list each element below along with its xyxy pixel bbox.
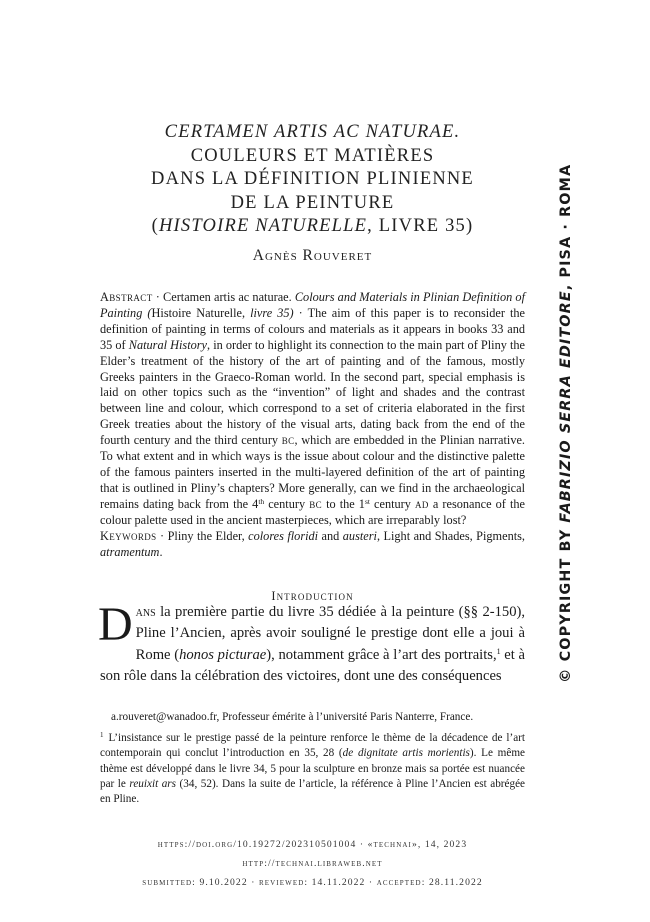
footnote-text: ). Le même thème est développé dans le livre 34, 5 pour la sculpture en bronze mais sa portée est nuancée par le: [100, 747, 525, 790]
footer-dates: submitted: 9.10.2022 · reviewed: 14.11.2022 · accepted: 28.11.2022: [142, 877, 483, 888]
intro-text: la première partie du livre 35 dédiée à la peinture (§§ 2-150), Pline l’Ancien, après avoir souligné le prestige dont elle a joui à Rome (: [135, 604, 525, 663]
intro-paragraph: [98, 598, 525, 688]
keywords-sep: ·: [156, 528, 168, 543]
abstract-block: [100, 290, 525, 560]
abstract-ordinal: th: [258, 496, 265, 506]
abstract-paragraph: [100, 290, 525, 529]
title-paren: (: [151, 216, 159, 236]
drop-cap: D: [98, 598, 133, 651]
title-work-name: HISTOIRE NATURELLE: [159, 216, 368, 236]
copyright-part: © COPYRIGHT BY: [558, 522, 574, 683]
footnote-text: L’insistance sur le prestige passé de la peinture renforce le thème de la décadence de l’art contemporain qui conclut l’introduction en 35, 28 (: [100, 732, 525, 760]
keyword-text: , Light and Shades, Pigments,: [376, 528, 525, 543]
keyword-em: colores floridi: [248, 528, 319, 543]
abstract-text: Certamen artis ac naturae.: [163, 290, 295, 304]
abstract-ordinal: st: [364, 496, 370, 506]
title-line-3: DANS LA DÉFINITION PLINIENNE: [151, 169, 474, 189]
copyright-sidebar: [551, 163, 581, 683]
keyword-em: atramentum: [100, 544, 160, 559]
title-line-1: [100, 121, 525, 145]
footnote-em: reuixit ars: [129, 777, 177, 790]
abstract-era: bc: [309, 496, 322, 511]
intro-smallcaps: ans: [135, 604, 156, 620]
footnote-1: [100, 731, 525, 807]
footer-url: http://technai.libraweb.net: [242, 858, 383, 869]
title-book: , LIVRE 35): [367, 216, 474, 236]
keyword-text: and: [318, 528, 343, 543]
abstract-em: livre 35): [250, 305, 294, 320]
abstract-em: Colours and Materials in Plinian Definition of Painting (: [100, 290, 525, 320]
keyword-text: Pliny the Elder,: [167, 528, 249, 543]
abstract-text: Histoire Naturelle,: [151, 305, 251, 320]
abstract-text: , which are embedded in the Plinian narrative. To what extent and in which ways is the issue about colour and the distinctive palette of the famous painters inserted in the multi-layered definition of the art of painting that is outlined in Pliny’s chapters? More generally, can we find in the archaeological remains dating back from the 4: [100, 433, 525, 511]
footer-doi: https://doi.org/10.19272/202310501004 · «technai», 14, 2023: [157, 839, 468, 850]
abstract-text: a resonance of the colour palette used in the ancient masterpieces, which are irreparably lost?: [100, 496, 525, 527]
title-latin-phrase: CERTAMEN ARTIS AC NATURAE.: [164, 122, 461, 142]
intro-text: ), notamment grâce à l’art des portraits,: [266, 646, 497, 663]
keywords-paragraph: [100, 529, 525, 561]
abstract-era: ad: [415, 496, 429, 511]
intro-text: et à son rôle dans la célébration des victoires, dont une des conséquences: [100, 646, 525, 685]
abstract-text: century: [369, 496, 415, 511]
copyright-part: , PISA · ROMA: [558, 163, 574, 291]
footnote-text: (34, 52). Dans la suite de l’article, la référence à Pline l’Ancien est abrégée en Pline.: [100, 777, 526, 806]
abstract-text: century: [264, 496, 310, 511]
publisher-name: FABRIZIO SERRA EDITORE: [558, 290, 574, 523]
author-affiliation-note: a.rouveret@wanadoo.fr, Professeur émérite à l’université Paris Nanterre, France.: [111, 711, 474, 723]
footnote-ref-1: 1: [496, 646, 501, 656]
title-line-2: COULEURS ET MATIÈRES: [190, 145, 435, 166]
footnote-em: de dignitate artis morientis: [342, 747, 470, 760]
footnotes-block: [100, 710, 525, 807]
footnote-number: 1: [100, 731, 104, 740]
keywords-label: Keywords: [100, 528, 157, 543]
title-line-4: DE LA PEINTURE: [230, 192, 395, 213]
abstract-sep: ·: [152, 290, 164, 304]
intro-em: honos picturae: [179, 646, 267, 663]
abstract-label: Abstract: [100, 290, 153, 304]
keyword-em: austeri: [342, 528, 377, 543]
copyright-text: [556, 163, 576, 683]
keyword-text: .: [159, 544, 163, 559]
article-title: [100, 121, 525, 239]
section-heading-introduction: Introduction: [271, 589, 354, 603]
title-line-5: [100, 215, 525, 239]
abstract-text: to the 1: [322, 496, 365, 511]
author-name: Agnès Rouveret: [252, 247, 373, 264]
abstract-em: Natural History: [128, 337, 208, 352]
abstract-era: bc: [281, 433, 295, 448]
abstract-text: · The aim of this paper is to reconsider the definition of painting in terms of colours and materials as it appears in books 33 and 35 of: [100, 305, 525, 352]
abstract-text: , in order to highlight its connection to the main part of Pliny the Elder’s treatment of the history of the art of painting and of the famous, mostly Greeks painters in the Graeco-Roman world. In the second part, special emphasis is laid on other topics such as the “invention” of light and shades and the contrast between line and colour, which correspond to a set of criteria elaborated in the first Greek treaties about the history of the visual arts, dating back from the end of the fourth century and the third century: [100, 337, 525, 448]
